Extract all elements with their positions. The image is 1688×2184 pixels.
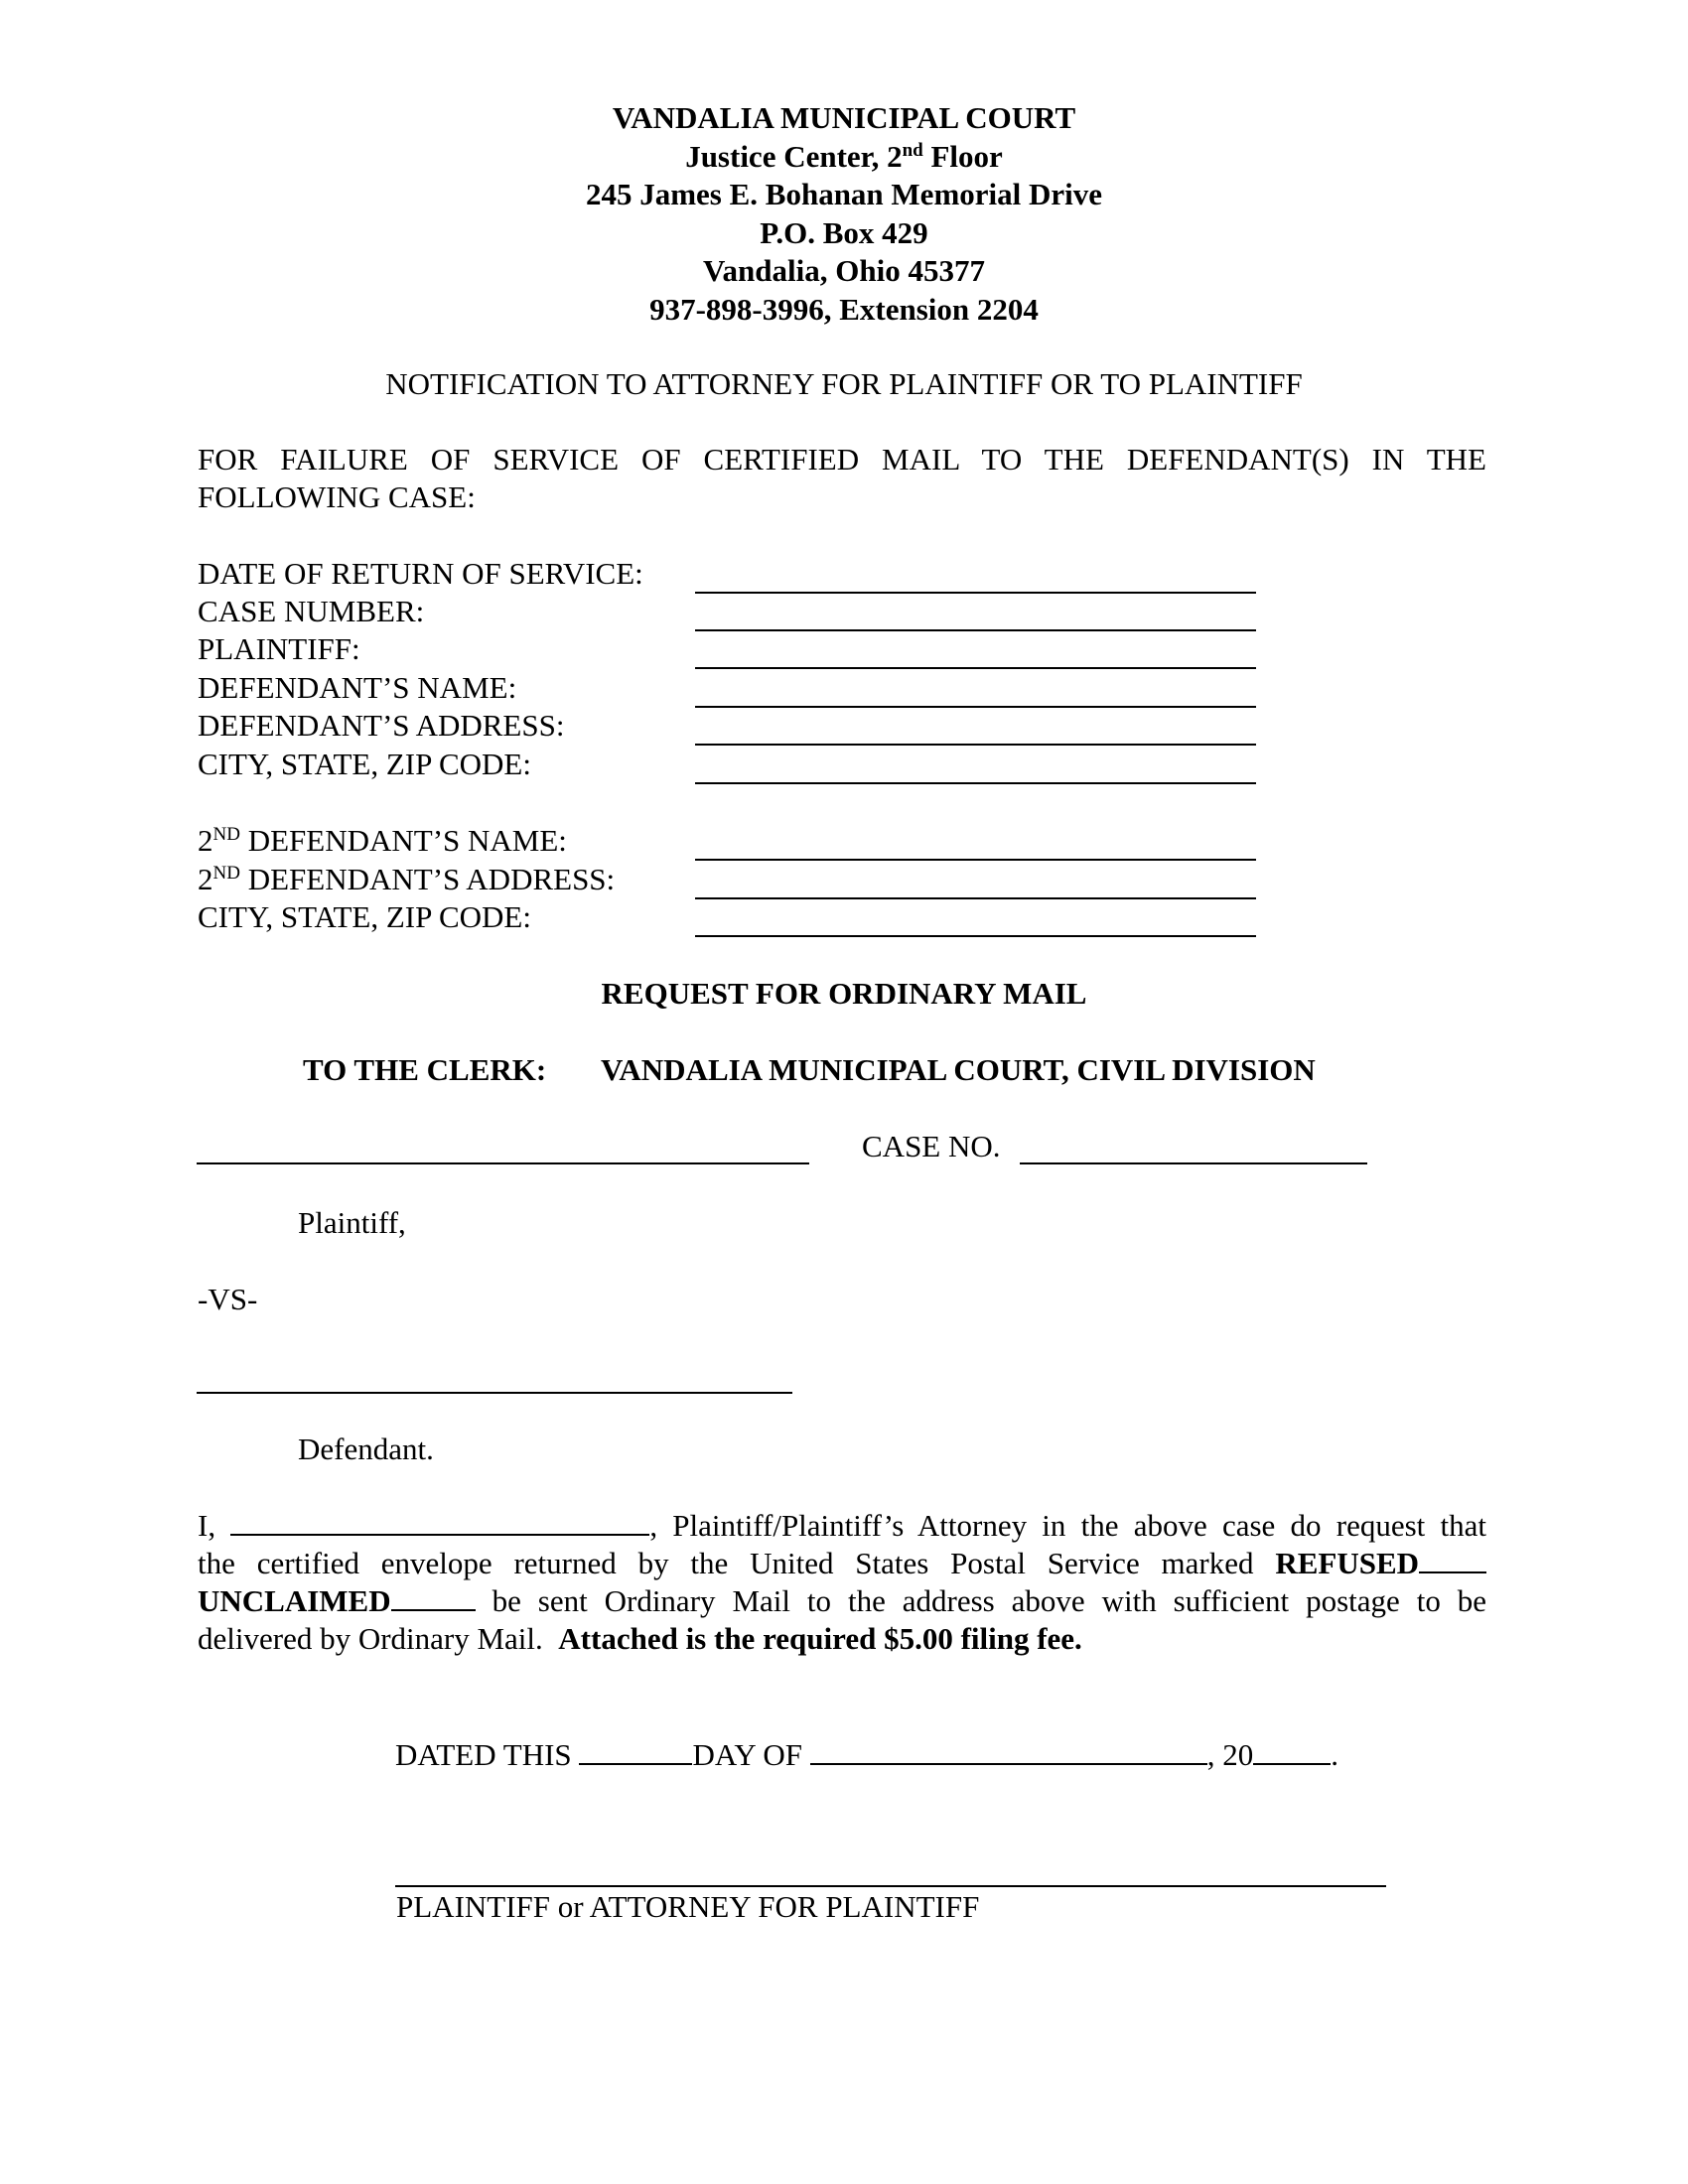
second-defendant-address-line[interactable]: [695, 897, 1256, 899]
city-state-zip-label-1: CITY, STATE, ZIP CODE:: [198, 747, 531, 781]
plaintiff-caption-line[interactable]: [197, 1162, 809, 1164]
dated-line: DATED THIS DAY OF , 20 .: [395, 1737, 1338, 1772]
case-no-line[interactable]: [1020, 1162, 1367, 1164]
defendant-address-line[interactable]: [695, 744, 1256, 746]
date-of-return-line[interactable]: [695, 592, 1256, 594]
date-of-return-label: DATE OF RETURN OF SERVICE:: [198, 556, 643, 591]
year-blank[interactable]: [1253, 1737, 1331, 1765]
plaintiff-line[interactable]: [695, 667, 1256, 669]
month-blank[interactable]: [810, 1737, 1207, 1765]
refused-blank[interactable]: [1419, 1546, 1486, 1573]
day-blank[interactable]: [579, 1737, 692, 1765]
statement-line-4: delivered by Ordinary Mail. Attached is the required $5.00 filing fee.: [198, 1621, 1082, 1656]
statement-line-3: UNCLAIMED be sent Ordinary Mail to the address above with sufficient postage to be: [198, 1583, 1487, 1618]
court-phone: 937-898-3996, Extension 2204: [649, 291, 1039, 327]
signature-label: PLAINTIFF or ATTORNEY FOR PLAINTIFF: [396, 1889, 980, 1924]
versus-label: -VS-: [198, 1282, 258, 1316]
failure-line-1: FOR FAILURE OF SERVICE OF CERTIFIED MAIL TO THE DEFENDANT(S) IN THE: [198, 442, 1486, 477]
case-number-label: CASE NUMBER:: [198, 594, 425, 628]
requester-name-blank[interactable]: [230, 1508, 649, 1536]
defendant-name-line[interactable]: [695, 706, 1256, 708]
court-header: [0, 99, 1688, 329]
statement-line-2: the certified envelope returned by the United States Postal Service marked REFUSED: [198, 1545, 1486, 1582]
court-city-state-zip: Vandalia, Ohio 45377: [703, 253, 985, 288]
request-title: REQUEST FOR ORDINARY MAIL: [601, 976, 1087, 1011]
second-defendant-address-label: 2ND DEFENDANT’S ADDRESS:: [198, 862, 616, 896]
to-clerk-value: VANDALIA MUNICIPAL COURT, CIVIL DIVISION: [601, 1052, 1316, 1087]
failure-line-2: FOLLOWING CASE:: [198, 479, 476, 514]
plaintiff-label: PLAINTIFF:: [198, 631, 360, 666]
plaintiff-caption: Plaintiff,: [298, 1205, 406, 1240]
city-state-zip-line-2[interactable]: [695, 935, 1256, 937]
case-number-line[interactable]: [695, 629, 1256, 631]
statement-line-1: I, , Plaintiff/Plaintiff’s Attorney in the above case do request that: [198, 1508, 1486, 1543]
defendant-caption: Defendant.: [298, 1432, 434, 1466]
unclaimed-blank[interactable]: [391, 1583, 476, 1611]
defendant-address-label: DEFENDANT’S ADDRESS:: [198, 708, 565, 743]
second-defendant-name-line[interactable]: [695, 859, 1256, 861]
request-statement: [198, 1507, 1486, 1658]
second-defendant-name-label: 2ND DEFENDANT’S NAME:: [198, 823, 567, 858]
signature-line[interactable]: [395, 1885, 1386, 1887]
to-clerk-label: TO THE CLERK:: [303, 1052, 547, 1087]
court-po-box: P.O. Box 429: [760, 214, 928, 250]
notification-title: NOTIFICATION TO ATTORNEY FOR PLAINTIFF OR TO PLAINTIFF: [385, 366, 1303, 401]
city-state-zip-label-2: CITY, STATE, ZIP CODE:: [198, 899, 531, 934]
court-street: 245 James E. Bohanan Memorial Drive: [585, 177, 1103, 211]
defendant-caption-line[interactable]: [197, 1392, 792, 1394]
city-state-zip-line-1[interactable]: [695, 782, 1256, 784]
defendant-name-label: DEFENDANT’S NAME:: [198, 670, 517, 705]
court-name: VANDALIA MUNICIPAL COURT: [612, 100, 1076, 135]
court-location: Justice Center, 2nd Floor: [685, 138, 1003, 174]
case-no-label: CASE NO.: [862, 1129, 1001, 1163]
